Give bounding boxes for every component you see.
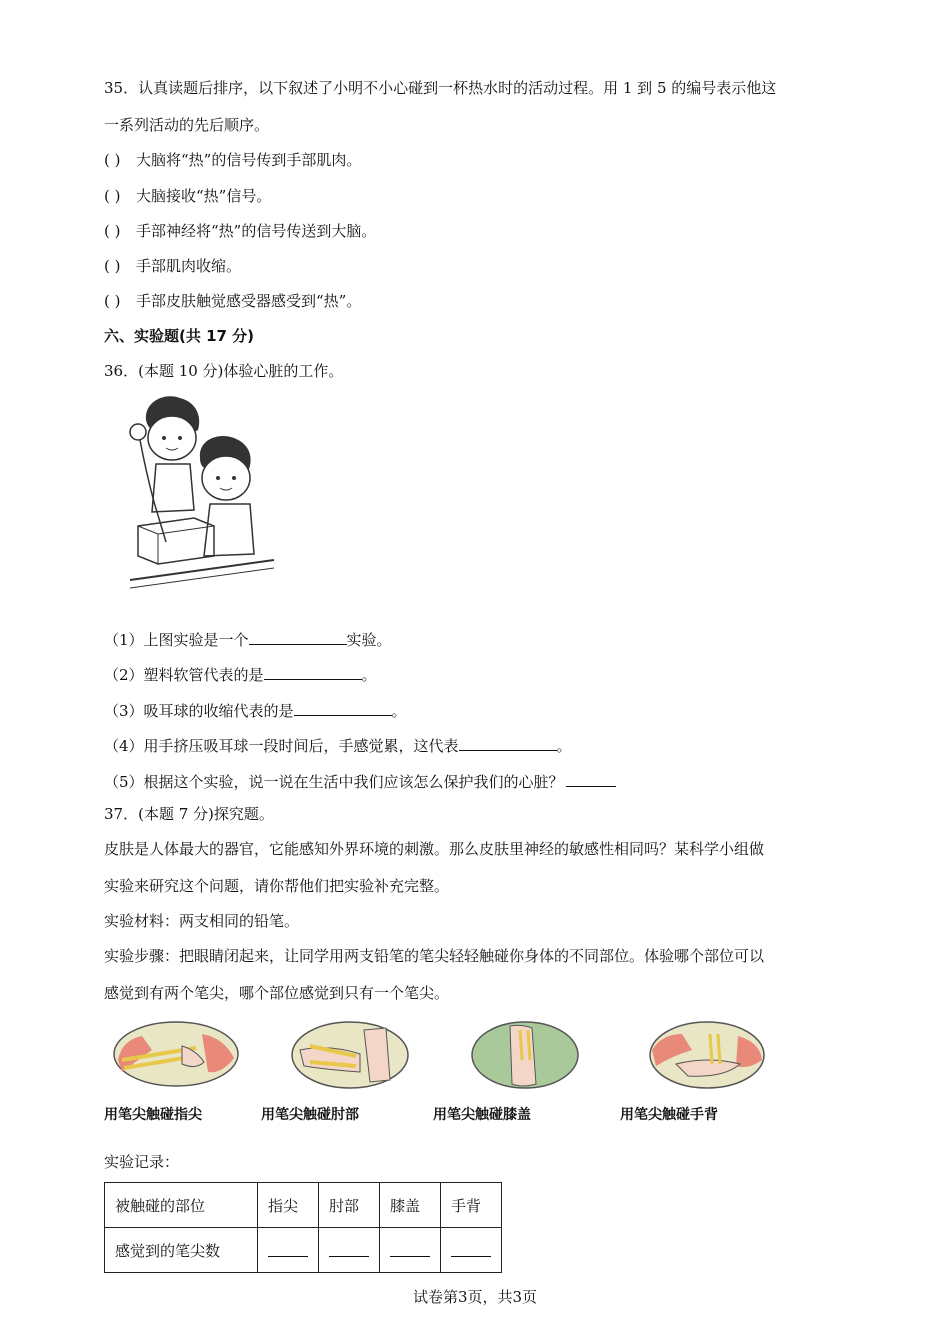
table-header-cell: 感觉到的笔尖数 [105,1228,258,1273]
q36-sub-4 [104,734,572,756]
q37-para-line2: 实验来研究这个问题，请你帮他们把实验补充完整。 [104,877,450,895]
option-text: 手部皮肤触觉感受器感受到“热”。 [136,292,362,310]
sub-text: 。 [391,702,407,720]
answer-paren[interactable]: ( ) [104,187,121,205]
option-text: 大脑将“热”的信号传到手部肌肉。 [136,151,362,169]
two-boys-heart-pump-icon [124,392,280,592]
q36-sub-2 [104,663,377,685]
q36-stem: 36．(本题 10 分)体验心脏的工作。 [104,362,344,380]
back-of-hand-touch-icon [648,1020,766,1090]
sub-text: 。 [361,666,377,684]
table-cell [441,1228,502,1273]
q35-option-3 [104,221,376,241]
q35-option-5 [104,291,361,311]
table-cell [380,1228,441,1273]
answer-blank[interactable] [268,1240,308,1257]
q35-option-1 [104,150,361,170]
record-label: 实验记录： [104,1153,180,1171]
sub-text: （1）上图实验是一个 [104,631,249,649]
fingertip-touch-icon [112,1020,240,1088]
q35-stem-line2: 一系列活动的先后顺序。 [104,116,270,134]
q37-steps-line2: 感觉到有两个笔尖，哪个部位感觉到只有一个笔尖。 [104,984,450,1002]
q37-stem: 37．(本题 7 分)探究题。 [104,805,274,823]
answer-blank[interactable] [566,770,616,787]
table-header-cell: 被触碰的部位 [105,1183,258,1228]
table-row [105,1228,502,1273]
answer-blank[interactable] [451,1240,491,1257]
q36-sub-5 [104,770,616,792]
elbow-touch-icon [290,1020,410,1090]
section-title: 六、实验题(共 17 分) [104,327,255,345]
caption-back-of-hand: 用笔尖触碰手背 [620,1107,718,1123]
table-cell [258,1228,319,1273]
answer-blank[interactable] [264,663,362,680]
answer-paren[interactable]: ( ) [104,257,121,275]
page-footer: 试卷第3页，共3页 [412,1288,538,1306]
answer-blank[interactable] [249,628,347,645]
q35-option-2 [104,186,271,206]
q36-sub-1 [104,628,392,650]
caption-fingertip: 用笔尖触碰指尖 [104,1107,202,1123]
sub-text: （2）塑料软管代表的是 [104,666,264,684]
sub-text: 。 [556,737,572,755]
answer-blank[interactable] [390,1240,430,1257]
caption-knee: 用笔尖触碰膝盖 [433,1107,531,1123]
table-row [105,1183,502,1228]
q35-stem-line1: 35．认真读题后排序，以下叙述了小明不小心碰到一杯热水时的活动过程。用 1 到 5 的编号表示他这 [104,79,777,97]
knee-touch-icon [470,1020,580,1090]
option-text: 大脑接收“热”信号。 [136,187,272,205]
sub-text: （5）根据这个实验，说一说在生活中我们应该怎么保护我们的心脏？ [104,773,564,791]
q37-para-line1: 皮肤是人体最大的器官，它能感知外界环境的刺激。那么皮肤里神经的敏感性相同吗？某科学小组做 [104,840,765,858]
sub-text: 实验。 [346,631,392,649]
sub-text: （3）吸耳球的收缩代表的是 [104,702,294,720]
q37-materials: 实验材料：两支相同的铅笔。 [104,912,300,930]
answer-paren[interactable]: ( ) [104,292,121,310]
table-cell: 膝盖 [380,1183,441,1228]
sub-text: （4）用手挤压吸耳球一段时间后，手感觉累，这代表 [104,737,459,755]
q35-option-4 [104,256,241,276]
table-cell [319,1228,380,1273]
table-cell: 指尖 [258,1183,319,1228]
option-text: 手部神经将“热”的信号传送到大脑。 [136,222,377,240]
answer-blank[interactable] [459,734,557,751]
q36-sub-3 [104,699,407,721]
option-text: 手部肌肉收缩。 [136,257,242,275]
answer-paren[interactable]: ( ) [104,222,121,240]
table-cell: 手背 [441,1183,502,1228]
q37-steps-line1: 实验步骤：把眼睛闭起来，让同学用两支铅笔的笔尖轻轻触碰你身体的不同部位。体验哪个部位可以 [104,947,765,965]
record-table [104,1182,502,1273]
answer-blank[interactable] [294,699,392,716]
table-cell: 肘部 [319,1183,380,1228]
caption-elbow: 用笔尖触碰肘部 [261,1107,359,1123]
answer-paren[interactable]: ( ) [104,151,121,169]
answer-blank[interactable] [329,1240,369,1257]
